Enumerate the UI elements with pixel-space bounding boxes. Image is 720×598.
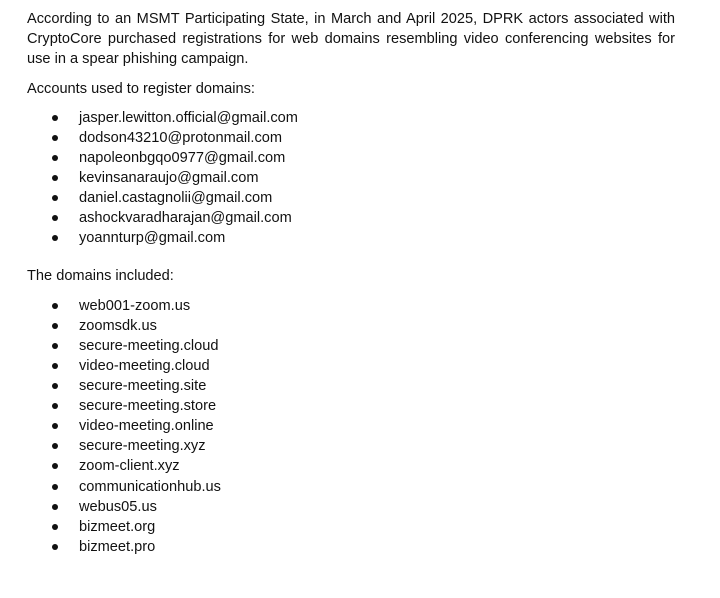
domain-item-text: secure-meeting.xyz (79, 438, 206, 455)
domain-item (27, 416, 675, 436)
domain-item-text: bizmeet.org (79, 518, 156, 535)
bullet-dot-icon (52, 403, 58, 409)
bullet-dot-icon (52, 504, 58, 510)
bullet-dot-icon (52, 303, 58, 309)
bullet-dot-icon (52, 484, 58, 490)
bullet-dot-icon (52, 443, 58, 449)
domain-item-text: web001-zoom.us (79, 297, 191, 314)
domains-list (27, 296, 675, 557)
bullet-dot-icon (52, 235, 58, 241)
bullet-dot-icon (52, 423, 58, 429)
account-email-item (27, 188, 675, 208)
account-email-item (27, 228, 675, 248)
domain-item (27, 517, 675, 537)
bullet-dot-icon (52, 363, 58, 369)
account-email-item (27, 168, 675, 188)
bullet-dot-icon (52, 343, 58, 349)
domain-item (27, 336, 675, 356)
domain-item-text: video-meeting.online (79, 418, 214, 435)
domain-item (27, 456, 675, 476)
bullet-dot-icon (52, 215, 58, 221)
domain-item-text: video-meeting.cloud (79, 357, 210, 374)
account-email-item-text: kevinsanaraujo@gmail.com (79, 170, 259, 187)
bullet-dot-icon (52, 115, 58, 121)
domain-item-text: zoomsdk.us (79, 317, 157, 334)
domain-item-text: secure-meeting.site (79, 378, 207, 395)
domain-item-text: secure-meeting.cloud (79, 337, 219, 354)
bullet-dot-icon (52, 195, 58, 201)
bullet-dot-icon (52, 323, 58, 329)
domain-item-text: secure-meeting.store (79, 398, 217, 415)
domain-item (27, 477, 675, 497)
domain-item (27, 396, 675, 416)
accounts-heading: Accounts used to register domains: (27, 80, 255, 97)
accounts-list (27, 108, 675, 249)
domain-item (27, 316, 675, 336)
domain-item (27, 356, 675, 376)
bullet-dot-icon (52, 544, 58, 550)
bullet-dot-icon (52, 463, 58, 469)
bullet-dot-icon (52, 135, 58, 141)
account-email-item (27, 148, 675, 168)
domain-item-text: webus05.us (79, 498, 157, 515)
bullet-dot-icon (52, 524, 58, 530)
account-email-item-text: ashockvaradharajan@gmail.com (79, 210, 292, 227)
account-email-item-text: daniel.castagnolii@gmail.com (79, 190, 273, 207)
account-email-item (27, 108, 675, 128)
account-email-item-text: yoannturp@gmail.com (79, 230, 226, 247)
account-email-item-text: dodson43210@protonmail.com (79, 129, 283, 146)
domain-item (27, 497, 675, 517)
account-email-item-text: jasper.lewitton.official@gmail.com (79, 109, 298, 126)
account-email-item (27, 208, 675, 228)
account-email-item-text: napoleonbgqo0977@gmail.com (79, 150, 286, 166)
intro-paragraph: According to an MSMT Participating State, in March and April 2025, DPRK actors associated with CryptoCore purchased registrations for web domains resembling video conferencing websites for use in a spear phishing campaign. (27, 11, 675, 68)
account-email-item (27, 128, 675, 148)
domains-heading: The domains included: (27, 268, 174, 285)
domain-item (27, 376, 675, 396)
domain-item-text: communicationhub.us (79, 478, 221, 495)
bullet-dot-icon (52, 383, 58, 389)
domain-item (27, 296, 675, 316)
domain-item (27, 436, 675, 456)
domain-item-text: bizmeet.pro (79, 538, 156, 555)
domain-item-text: zoom-client.xyz (79, 458, 180, 475)
bullet-dot-icon (52, 155, 58, 161)
domain-item (27, 537, 675, 557)
bullet-dot-icon (52, 175, 58, 181)
document-body (27, 9, 675, 557)
